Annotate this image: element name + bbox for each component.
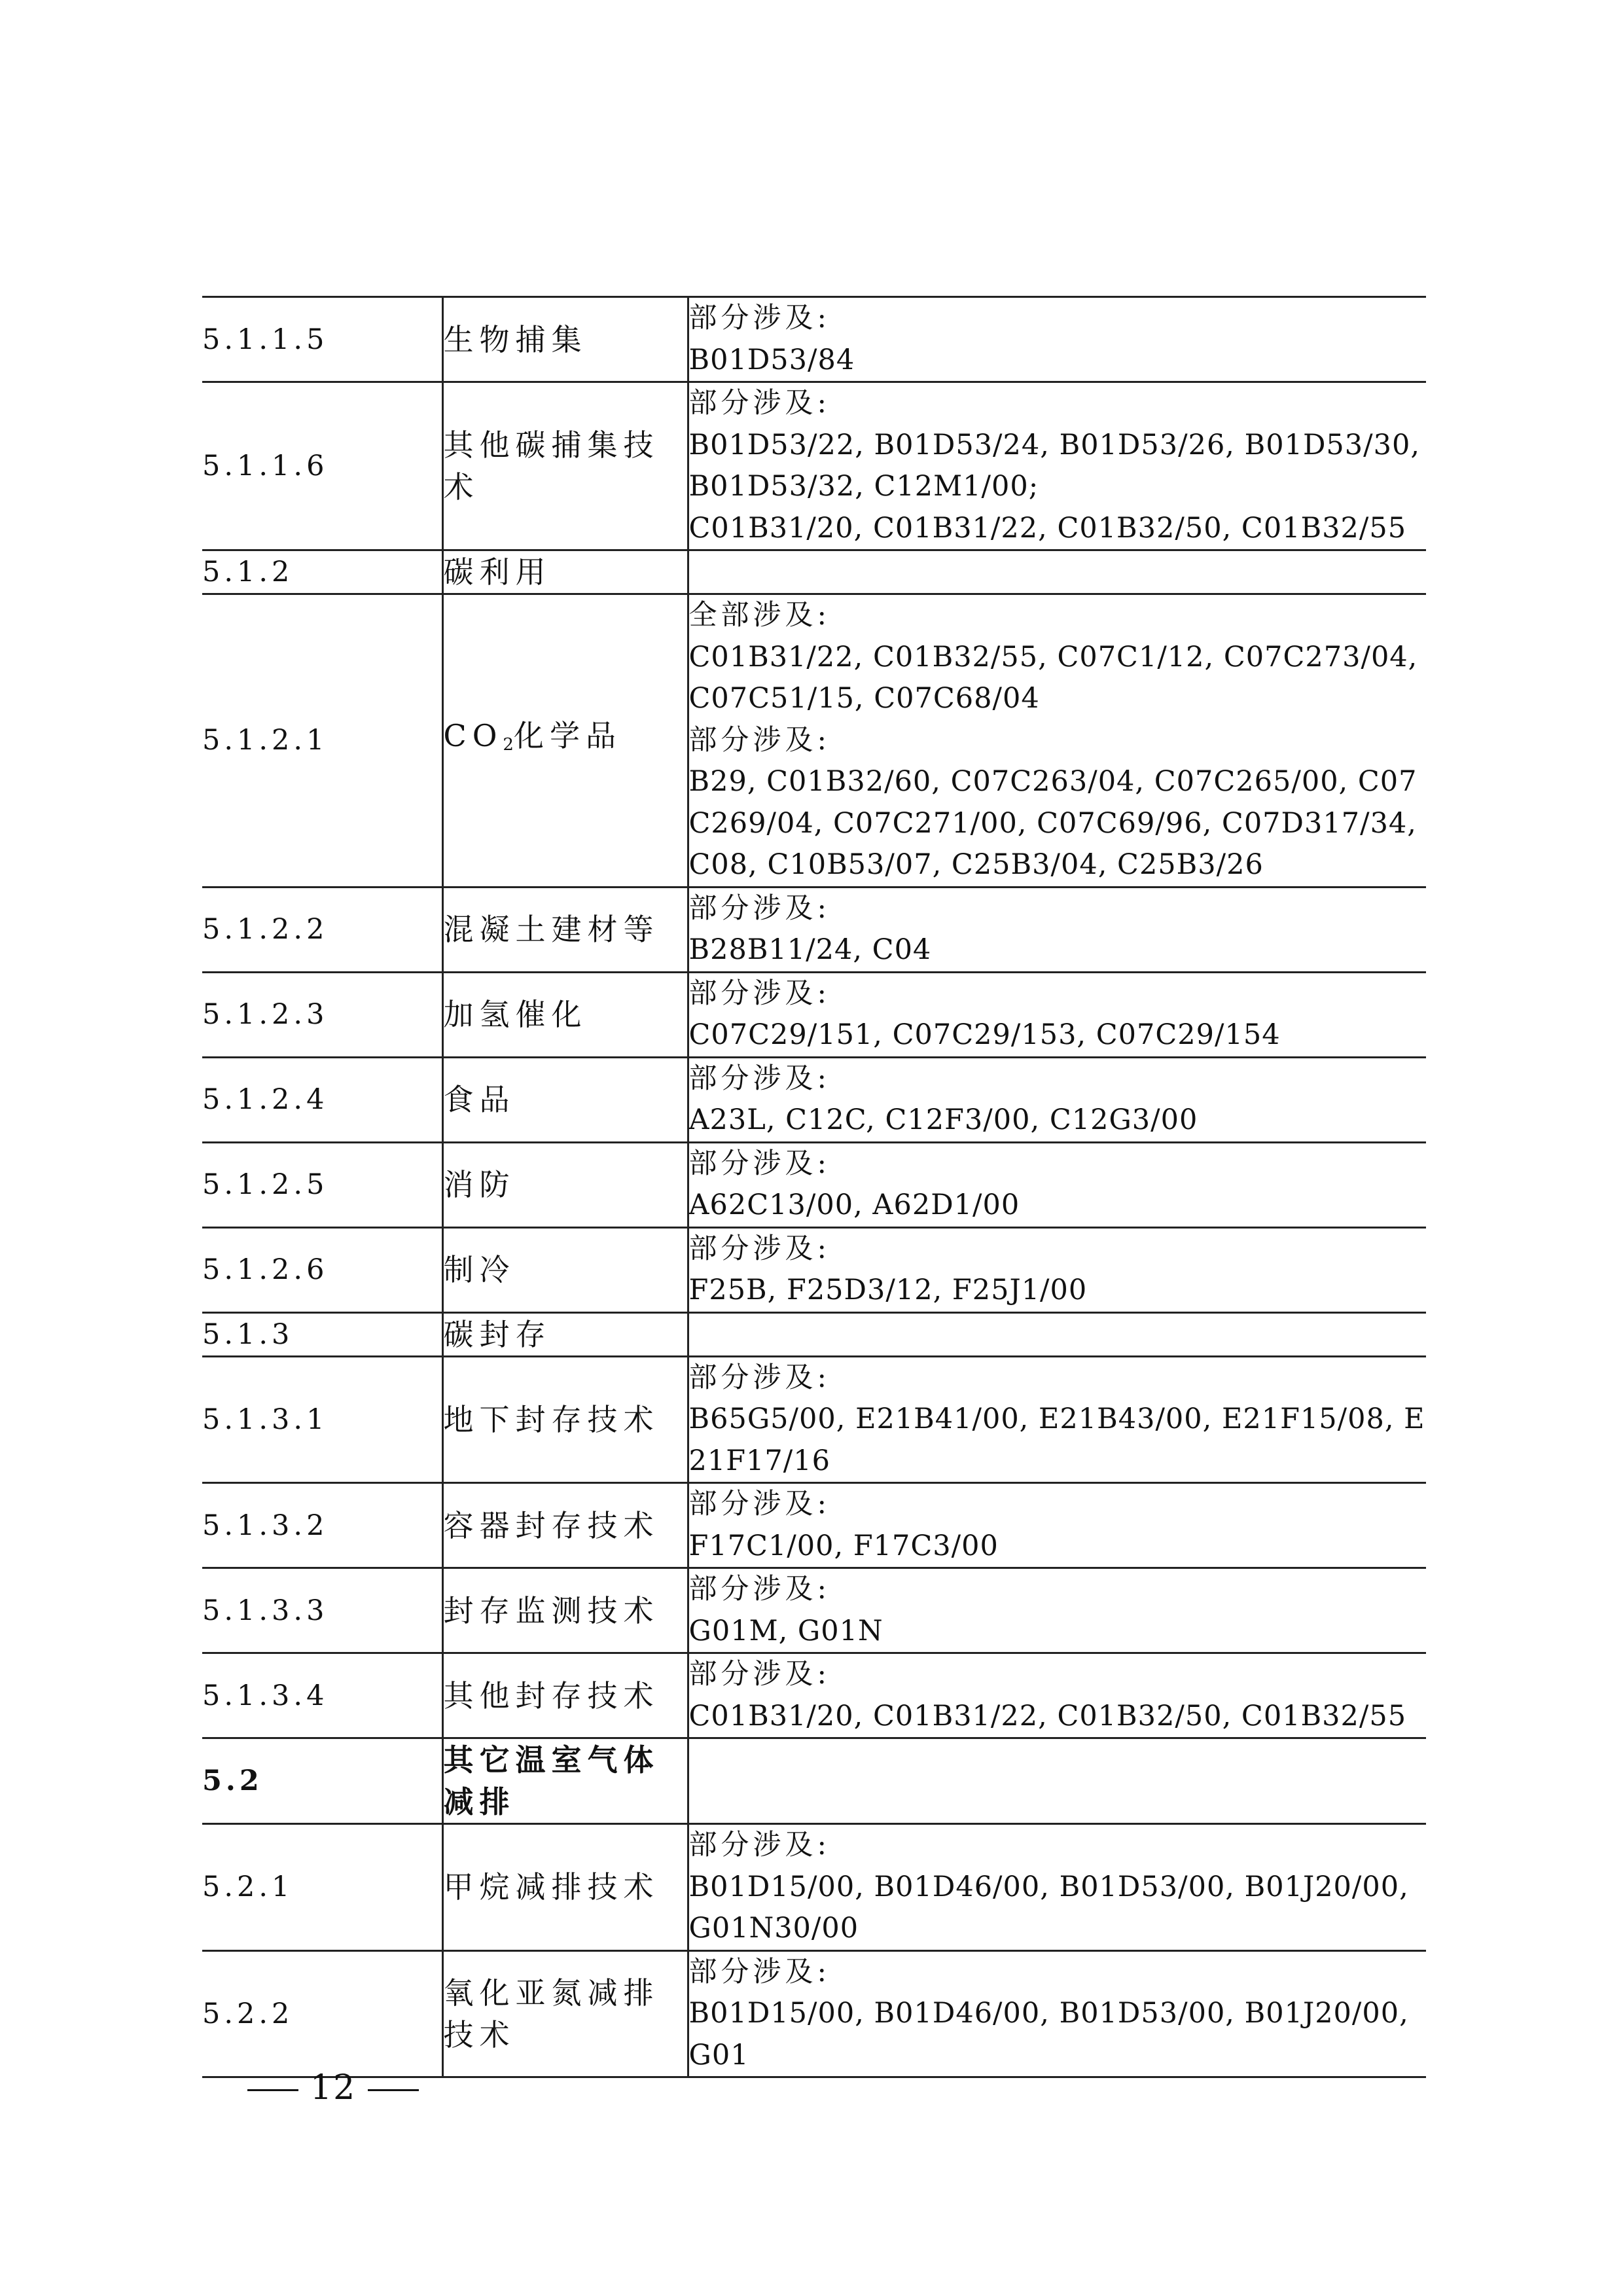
table-row bbox=[202, 297, 1426, 382]
row-code: 5.1.3 bbox=[202, 1312, 442, 1356]
class-codes: C07C29/151, C07C29/153, C07C29/154 bbox=[688, 1018, 1281, 1051]
scope-label: 部分涉及: bbox=[688, 1147, 830, 1180]
scope-label: 部分涉及: bbox=[688, 1232, 830, 1265]
scope-label: 部分涉及: bbox=[688, 302, 830, 334]
class-codes: F17C1/00, F17C3/00 bbox=[688, 1529, 999, 1562]
row-name: 地下封存技术 bbox=[442, 1356, 688, 1483]
class-codes: C01B31/20, C01B31/22, C01B32/50, C01B32/55 bbox=[688, 1699, 1407, 1732]
scope-label: 部分涉及: bbox=[688, 1829, 830, 1861]
row-name: 食品 bbox=[442, 1057, 688, 1142]
table-row bbox=[202, 1568, 1426, 1653]
table-row bbox=[202, 550, 1426, 594]
row-name: 生物捕集 bbox=[442, 297, 688, 382]
table-row bbox=[202, 887, 1426, 972]
table-row bbox=[202, 1227, 1426, 1312]
scope-label: 部分涉及: bbox=[688, 1955, 830, 1988]
row-classes bbox=[688, 1483, 1426, 1568]
row-code: 5.1.2 bbox=[202, 550, 442, 594]
class-codes: B65G5/00, E21B41/00, E21B43/00, E21F15/08, E21F17/16 bbox=[688, 1403, 1425, 1477]
row-code: 5.2 bbox=[202, 1738, 442, 1824]
classification-table bbox=[202, 296, 1426, 2078]
row-code: 5.1.2.5 bbox=[202, 1142, 442, 1227]
page-number-dash-right bbox=[368, 2089, 419, 2091]
class-codes: A23L, C12C, C12F3/00, C12G3/00 bbox=[688, 1103, 1198, 1136]
class-codes: C01B31/20, C01B31/22, C01B32/50, C01B32/55 bbox=[688, 511, 1407, 545]
scope-label: 全部涉及: bbox=[688, 599, 830, 632]
row-name: 消防 bbox=[442, 1142, 688, 1227]
table-row bbox=[202, 1057, 1426, 1142]
page-number-dash-left bbox=[247, 2089, 298, 2091]
name-prefix: CO bbox=[443, 718, 503, 754]
row-classes bbox=[688, 1057, 1426, 1142]
row-classes bbox=[688, 1950, 1426, 2077]
table-row bbox=[202, 1824, 1426, 1951]
row-code: 5.1.1.5 bbox=[202, 297, 442, 382]
page-number bbox=[236, 2068, 431, 2108]
table-row bbox=[202, 382, 1426, 550]
class-codes: B28B11/24, C04 bbox=[688, 933, 932, 966]
class-codes: G01M, G01N bbox=[688, 1614, 883, 1647]
row-code: 5.1.2.1 bbox=[202, 594, 442, 888]
class-codes: A62C13/00, A62D1/00 bbox=[688, 1189, 1020, 1221]
row-classes bbox=[688, 887, 1426, 972]
row-classes bbox=[688, 382, 1426, 550]
row-classes bbox=[688, 1142, 1426, 1227]
row-code: 5.1.2.6 bbox=[202, 1227, 442, 1312]
row-name: 甲烷减排技术 bbox=[442, 1824, 688, 1951]
row-code: 5.1.1.6 bbox=[202, 382, 442, 550]
row-classes bbox=[688, 297, 1426, 382]
table-row bbox=[202, 594, 1426, 888]
scope-label: 部分涉及: bbox=[688, 977, 830, 1010]
class-codes: B01D53/22, B01D53/24, B01D53/26, B01D53/30, B01D53/32, C12M1/00; bbox=[688, 428, 1421, 503]
table-row bbox=[202, 1142, 1426, 1227]
row-classes bbox=[688, 1312, 1426, 1356]
table-row bbox=[202, 1738, 1426, 1824]
row-classes bbox=[688, 1356, 1426, 1483]
row-name: 其它温室气体减排 bbox=[442, 1738, 688, 1824]
row-code: 5.1.2.3 bbox=[202, 972, 442, 1057]
row-name: 混凝土建材等 bbox=[442, 887, 688, 972]
table-row bbox=[202, 1653, 1426, 1738]
row-classes bbox=[688, 594, 1426, 888]
row-code: 5.1.3.4 bbox=[202, 1653, 442, 1738]
scope-label: 部分涉及: bbox=[688, 723, 830, 757]
name-subscript: 2 bbox=[503, 735, 514, 755]
page-number-value: 12 bbox=[310, 2068, 357, 2108]
scope-label: 部分涉及: bbox=[688, 1488, 830, 1520]
row-classes bbox=[688, 1738, 1426, 1824]
row-name: 氧化亚氮减排技术 bbox=[442, 1950, 688, 2077]
class-codes: C01B31/22, C01B32/55, C07C1/12, C07C273/04, C07C51/15, C07C68/04 bbox=[688, 640, 1418, 715]
row-code: 5.1.2.4 bbox=[202, 1057, 442, 1142]
table-row bbox=[202, 972, 1426, 1057]
row-name: 其他碳捕集技术 bbox=[442, 382, 688, 550]
row-name: 加氢催化 bbox=[442, 972, 688, 1057]
row-name bbox=[442, 594, 688, 888]
row-name: 容器封存技术 bbox=[442, 1483, 688, 1568]
row-name: 碳利用 bbox=[442, 550, 688, 594]
table-row bbox=[202, 1356, 1426, 1483]
row-classes bbox=[688, 1227, 1426, 1312]
class-codes: F25B, F25D3/12, F25J1/00 bbox=[688, 1274, 1088, 1306]
scope-label: 部分涉及: bbox=[688, 891, 830, 925]
class-codes: B01D53/84 bbox=[688, 343, 855, 376]
scope-label: 部分涉及: bbox=[688, 1573, 830, 1605]
scope-label: 部分涉及: bbox=[688, 387, 830, 420]
name-main: 化学品 bbox=[513, 718, 622, 754]
row-name: 封存监测技术 bbox=[442, 1568, 688, 1653]
scope-label: 部分涉及: bbox=[688, 1361, 830, 1394]
row-code: 5.1.3.3 bbox=[202, 1568, 442, 1653]
row-code: 5.1.2.2 bbox=[202, 887, 442, 972]
scope-label: 部分涉及: bbox=[688, 1062, 830, 1095]
row-code: 5.1.3.2 bbox=[202, 1483, 442, 1568]
row-code: 5.2.2 bbox=[202, 1950, 442, 2077]
table-row bbox=[202, 1950, 1426, 2077]
scope-label: 部分涉及: bbox=[688, 1658, 830, 1691]
table-row bbox=[202, 1483, 1426, 1568]
row-classes bbox=[688, 1568, 1426, 1653]
row-classes bbox=[688, 1824, 1426, 1951]
class-codes: B01D15/00, B01D46/00, B01D53/00, B01J20/00, G01 bbox=[688, 1997, 1409, 2072]
class-codes: B29, C01B32/60, C07C263/04, C07C265/00, C07C269/04, C07C271/00, C07C69/96, C07D317/34, C08, C10B53/07, C25B3/04, C25B3/26 bbox=[688, 765, 1418, 881]
row-classes bbox=[688, 550, 1426, 594]
row-name: 碳封存 bbox=[442, 1312, 688, 1356]
row-classes bbox=[688, 1653, 1426, 1738]
table-row bbox=[202, 1312, 1426, 1356]
class-codes: B01D15/00, B01D46/00, B01D53/00, B01J20/00, G01N30/00 bbox=[688, 1870, 1409, 1945]
row-classes bbox=[688, 972, 1426, 1057]
row-name: 制冷 bbox=[442, 1227, 688, 1312]
row-code: 5.1.3.1 bbox=[202, 1356, 442, 1483]
row-code: 5.2.1 bbox=[202, 1824, 442, 1951]
row-name: 其他封存技术 bbox=[442, 1653, 688, 1738]
